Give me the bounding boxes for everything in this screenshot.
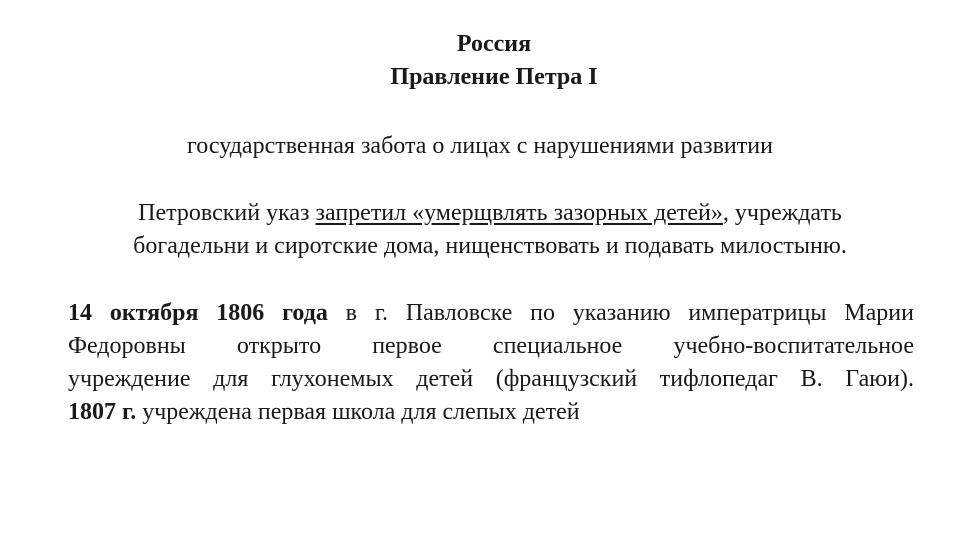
decree-underlined: запретил «умерщвлять зазорных детей»: [315, 200, 723, 226]
history-line-2: Федоровны открыто первое специальное учебно-воспитательное: [68, 333, 914, 359]
history-line-1: [68, 297, 914, 330]
history-date-1806: 14 октября 1806 года: [68, 300, 328, 326]
title-country: Россия: [456, 31, 532, 57]
history-paragraph: [68, 297, 914, 429]
decree-prefix: Петровский указ: [138, 200, 316, 226]
history-text-2: учреждена первая школа для слепых детей: [136, 399, 580, 425]
history-date-1807: 1807 г.: [68, 399, 137, 425]
title-reign: Правление Петра I: [390, 64, 598, 90]
history-text-1a: в г. Павловске по указанию императрицы Марии: [327, 300, 914, 326]
decree-line-1: [60, 197, 920, 230]
subtitle: государственная забота о лицах с нарушениями развитии: [187, 133, 773, 159]
decree-suffix: , учреждать: [722, 200, 842, 226]
history-line-4: [68, 396, 914, 429]
decree-paragraph: [60, 197, 920, 263]
history-line-3: учреждение для глухонемых детей (французский тифлопедаг В. Гаюи).: [68, 366, 914, 392]
decree-line-2: богадельни и сиротские дома, нищенствовать и подавать милостыню.: [133, 233, 847, 259]
slide-title: [0, 28, 960, 94]
